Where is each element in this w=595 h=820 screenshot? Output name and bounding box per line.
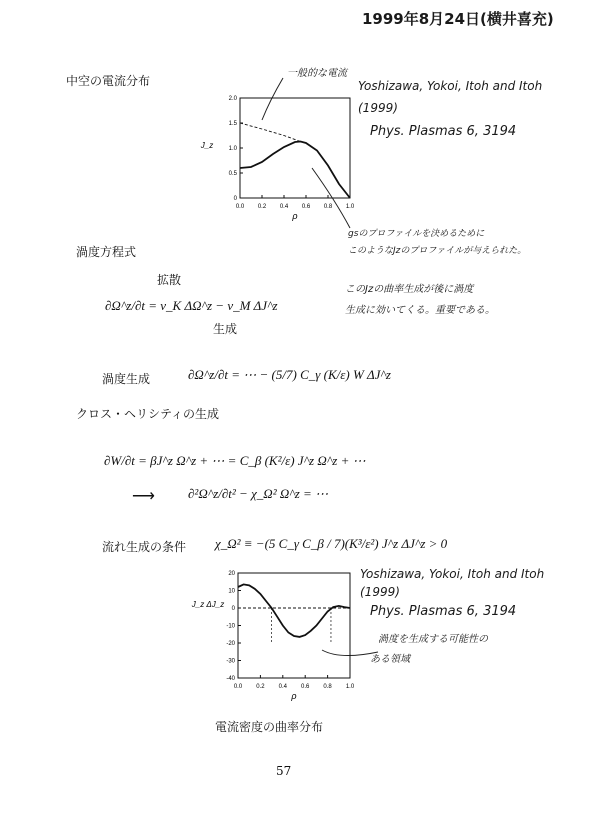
label-vorticity-generation: 渦度生成 — [102, 372, 151, 386]
curvature-profile-chart — [191, 565, 365, 701]
note-curvature-line1: このJzの曲率生成が後に渦度 — [345, 284, 474, 295]
implies-arrow: ⟶ — [132, 488, 155, 505]
citation-2-journal: Phys. Plasmas 6, 3194 — [370, 604, 517, 619]
note-profile-line1: gsのプロファイルを決めるために — [348, 229, 485, 239]
citation-2-authors: Yoshizawa, Yokoi, Itoh and Itoh — [360, 567, 545, 581]
page-number: 57 — [276, 764, 292, 778]
y-tick-label: 10 — [228, 588, 235, 595]
section-heading-hollow-current: 中空の電流分布 — [66, 74, 151, 88]
header-date: 1999年8月24日(横井喜充) — [362, 10, 554, 28]
series-solid-line — [238, 584, 350, 637]
y-tick-label: -20 — [226, 641, 235, 647]
equation-cross-helicity: ∂W/∂t = βJ^z Ω^z + ⋯ = C_β (K²/ε) J^z Ω^z + ⋯ — [104, 453, 366, 468]
citation-2-year: (1999) — [360, 585, 400, 599]
y-tick-label: -30 — [226, 658, 235, 665]
note-profile-line2: このようなJzのプロファイルが与えられた。 — [348, 246, 527, 256]
x-tick-label: 1.0 — [345, 684, 355, 690]
x-tick-label: 1.0 — [345, 204, 355, 210]
y-tick-label: -40 — [226, 676, 235, 682]
citation-1-year: (1999) — [358, 101, 398, 115]
annotation-region-line2: ある領域 — [370, 654, 410, 665]
annotation-region-line1: 渦度を生成する可能性の — [378, 634, 488, 645]
y-tick-label: 1.0 — [228, 146, 237, 152]
y-tick-label: 0.5 — [228, 171, 237, 177]
y-tick-label: 20 — [228, 571, 235, 577]
label-flow-condition: 流れ生成の条件 — [102, 540, 187, 554]
y-axis-label: J_z — [200, 141, 214, 150]
label-diffusion: 拡散 — [157, 273, 182, 287]
citation-1-journal: Phys. Plasmas 6, 3194 — [370, 124, 517, 139]
label-generation: 生成 — [213, 322, 238, 336]
equation-vorticity-generation: ∂Ω^z/∂t = ⋯ − (5/7) C_γ (K/ε) W ΔJ^z — [188, 367, 391, 382]
equation-flow-condition: χ_Ω² ≡ −(5 C_γ C_β / 7)(K³/ε²) J^z ΔJ^z > 0 — [215, 536, 448, 551]
section-heading-cross-helicity: クロス・ヘリシティの生成 — [76, 407, 220, 421]
x-axis-label: ρ — [292, 211, 298, 221]
y-tick-label: 1.5 — [228, 121, 237, 127]
annotation-general-current: 一般的な電流 — [287, 68, 347, 79]
x-tick-label: 0.0 — [235, 204, 245, 210]
equation-second-order: ∂²Ω^z/∂t² − χ_Ω² Ω^z = ⋯ — [188, 486, 329, 501]
region-bracket — [272, 608, 331, 643]
x-tick-label: 0.4 — [278, 684, 287, 690]
equation-vorticity: ∂Ω^z/∂t = ν_K ΔΩ^z − ν_M ΔJ^z — [105, 298, 278, 313]
y-tick-label: 2.0 — [228, 96, 237, 102]
note-curvature-line2: 生成に効いてくる。重要である。 — [345, 305, 495, 316]
y-tick-label: 0 — [231, 606, 235, 612]
section-heading-vorticity-eq: 渦度方程式 — [76, 245, 137, 259]
x-axis-label: ρ — [291, 691, 297, 701]
figure-caption: 電流密度の曲率分布 — [215, 720, 324, 734]
x-tick-label: 0.4 — [279, 204, 289, 210]
y-axis-label: J_z ΔJ_z — [191, 600, 225, 609]
x-tick-label: 0.2 — [256, 684, 265, 690]
x-tick-label: 0.8 — [323, 204, 333, 210]
x-tick-label: 0.0 — [233, 684, 243, 690]
x-tick-label: 0.6 — [301, 684, 310, 690]
x-tick-label: 0.6 — [301, 204, 311, 210]
y-tick-label: -10 — [226, 623, 235, 630]
x-tick-label: 0.8 — [323, 684, 332, 690]
x-tick-label: 0.2 — [257, 204, 267, 210]
citation-1-authors: Yoshizawa, Yokoi, Itoh and Itoh — [358, 79, 543, 93]
y-tick-label: 0 — [233, 196, 237, 202]
